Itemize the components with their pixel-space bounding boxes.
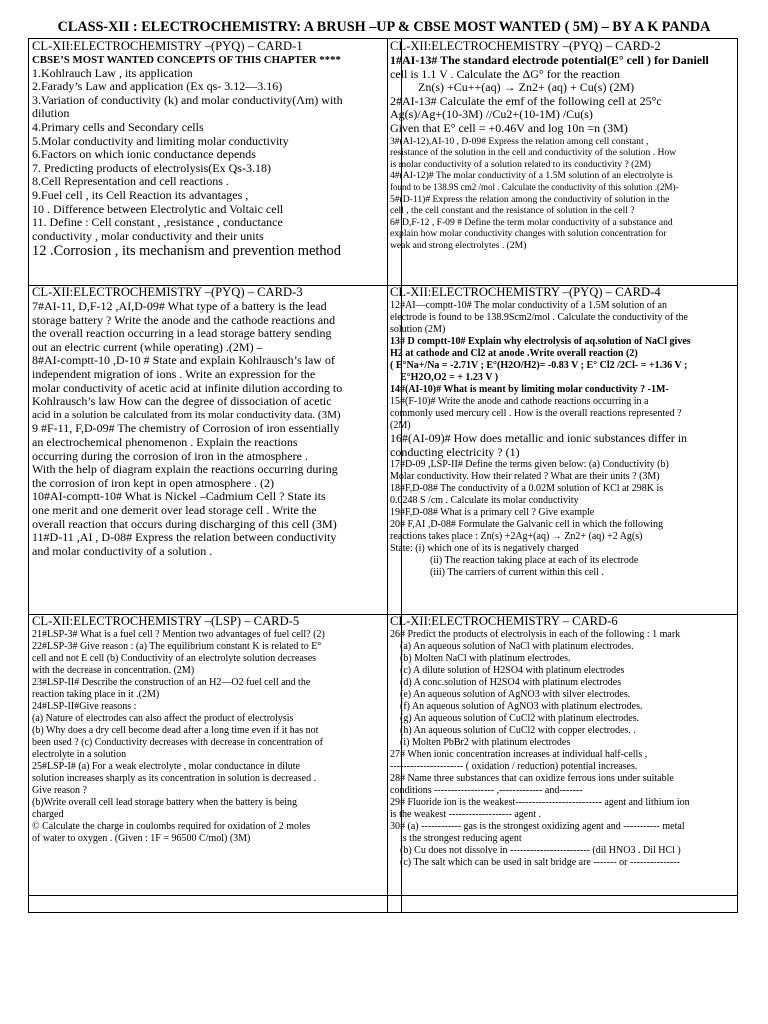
card-3-line: 11#D-11 ,AI , D-08# Express the relation between conductivity bbox=[32, 530, 337, 545]
card-1-line: 12 .Corrosion , its mechanism and prevention method bbox=[32, 243, 341, 260]
card-4-line: electrode is found to be 138.9Scm2/mol . Calculate the conductivity of the bbox=[390, 312, 688, 323]
card-3-line: 8#AI-comptt-10 ,D-10 # State and explain Kohlrausch’s law of bbox=[32, 353, 335, 368]
card-6-line: (e) An aqueous solution of AgNO3 with silver electrodes. bbox=[400, 689, 631, 700]
card-5-line: (b)Write overall cell lead storage battery when the battery is being bbox=[32, 797, 298, 808]
card-4-line: reactions takes place : Zn(s) +2Ag+(aq) → Zn2+ (aq) +2 Ag(s) bbox=[390, 531, 643, 543]
card-1 bbox=[29, 39, 387, 285]
card-2-line: 2#AI-13# Calculate the emf of the following cell at 25°c bbox=[390, 93, 662, 108]
card-4-line: (2M) bbox=[390, 420, 411, 431]
card-2-line: cell , the cell constant and the resistance of solution in the cell ? bbox=[390, 205, 635, 217]
card-6-line: (d) A conc.solution of H2SO4 with platinum electrodes bbox=[400, 677, 622, 688]
card-2-line: Zn(s) +Cu++(aq) → Zn2+ (aq) + Cu(s) (2M) bbox=[418, 80, 635, 95]
card-6-line: (c) The salt which can be used in salt bridge are ------- or --------------- bbox=[400, 857, 680, 868]
card-5-line: 25#LSP-I# (a) For a weak electrolyte , molar conductance in dilute bbox=[32, 761, 300, 772]
card-6-line: 27# When ionic concentration increases at individual half-cells , bbox=[390, 749, 648, 760]
card-4-header: CL-XII:ELECTROCHEMISTRY –(PYQ) – CARD-4 bbox=[390, 285, 661, 299]
card-2-line: Given that E° cell = +0.46V and log 10n =n (3M) bbox=[390, 120, 628, 135]
card-3-line: acid in a solution be calculated from its molar conductivity data. (3M) bbox=[32, 408, 341, 421]
card-2-line: 5#(D-11)# Express the relation among the conductivity of solution in the bbox=[390, 193, 670, 205]
card-3-line: occurring during the corrosion of iron in the atmosphere . bbox=[32, 448, 308, 463]
card-1-line: 2.Farady’s Law and application (Ex qs- 3.12—3.16) bbox=[32, 79, 283, 94]
card-1-line: 11. Define : Cell constant , ,resistance , conductance bbox=[32, 215, 283, 230]
card-6-line: (c) A dilute solution of H2SO4 with platinum electrodes bbox=[400, 665, 625, 676]
card-2-line: found to be 138.9S cm2 /mol . Calculate the conductivity of this solution .(2M)- bbox=[390, 181, 679, 192]
empty-cell-left bbox=[29, 895, 387, 912]
card-5-line: 22#LSP-3# Give reason : (a) The equilibrium constant K is related to E° bbox=[32, 641, 322, 652]
card-2-line: explain how molar conductivity changes with solution concentration for bbox=[390, 228, 667, 240]
card-2-header: CL-XII:ELECTROCHEMISTRY –(PYQ) – CARD-2 bbox=[390, 39, 661, 53]
card-6-line: 28# Name three substances that can oxidize ferrous ions under suitable bbox=[390, 773, 674, 784]
card-4-line: 16#(AI-09)# How does metallic and ionic substances differ in bbox=[390, 431, 688, 445]
card-4-line: commonly used mercury cell . How is the overall reactions represented ? bbox=[390, 408, 682, 419]
card-5-line: Give reason ? bbox=[32, 785, 87, 796]
page-title: CLASS-XII : ELECTROCHEMISTRY: A BRUSH –UP & CBSE MOST WANTED ( 5M) – BY A K PANDA bbox=[57, 19, 711, 35]
card-4-line: 19#F,D-08# What is a primary cell ? Give example bbox=[390, 507, 595, 519]
card-2-line: 6# D,F-12 , F-09 # Define the term molar conductivity of a substance and bbox=[390, 216, 673, 228]
card-6-line: is the weakest ------------------- agent . bbox=[390, 809, 542, 820]
card-4-line: 13# D comptt-10# Explain why electrolysis of aq.solution of NaCl gives bbox=[390, 336, 691, 347]
card-2-line: 4#(AI-12)# The molar conductivity of a 1.5M solution of an electrolyte is bbox=[390, 170, 673, 182]
card-4-line: conducting electricity ? (1) bbox=[390, 444, 520, 459]
card-3-line: 9 #F-11, F,D-09# The chemistry of Corrosion of iron essentially bbox=[32, 421, 340, 436]
card-3-line: an electrochemical phenomenon . Explain the reactions bbox=[32, 434, 298, 449]
card-1-line: conductivity , molar conductivity and their units bbox=[32, 228, 264, 243]
card-5-line: with the decrease in concentration. (2M) bbox=[32, 665, 195, 676]
empty-cell-right bbox=[401, 895, 737, 912]
card-6-line: 29# Fluoride ion is the weakest-------------------------- agent and lithium ion bbox=[390, 797, 690, 808]
card-6-line: (h) An aqueous solution of CuCl2 with copper electrodes. . bbox=[400, 725, 636, 736]
card-1-line: 4.Primary cells and Secondary cells bbox=[32, 120, 204, 135]
card-5-line: (a) Nature of electrodes can also affect the product of electrolysis bbox=[32, 713, 294, 724]
card-1-line: 5.Molar conductivity and limiting molar conductivity bbox=[32, 133, 289, 148]
card-2-line: resistance of the solution in the cell and conductivity of the solution . How bbox=[390, 147, 677, 159]
card-1-line: 8.Cell Representation and cell reactions . bbox=[32, 174, 229, 189]
card-6-line: (g) An aqueous solution of CuCl2 with platinum electrodes. bbox=[400, 713, 640, 724]
card-5-line: 24#LSP-II#Give reasons : bbox=[32, 701, 137, 712]
card-6-line: (f) An aqueous solution of AgNO3 with platinum electrodes. bbox=[400, 701, 643, 712]
card-5-line: charged bbox=[32, 809, 64, 820]
card-3-line: out an electric current (while operating) .(2M) – bbox=[32, 339, 263, 354]
card-2-line: 1#AI-13# The standard electrode potential(E° cell ) for Daniell bbox=[390, 53, 709, 67]
card-6-line: 30# (a) ------------ gas is the strongest oxidizing agent and ----------- metal bbox=[390, 821, 685, 832]
card-4-line: 17#D-09 ,LSP-II# Define the terms given below: (a) Conductivity (b) bbox=[390, 459, 669, 471]
card-5-line: 21#LSP-3# What is a fuel cell ? Mention two advantages of fuel cell? (2) bbox=[32, 629, 325, 640]
card-6-line: ---------------------- ( oxidation / reduction) potential increases. bbox=[390, 761, 638, 772]
card-3-line: With the help of diagram explain the reactions occurring during bbox=[32, 462, 338, 477]
card-4-line: ( E°Na+/Na = -2.71V ; E°(H2O/H2)= -0.83 V ; E° Cl2 /2Cl- = +1.36 V ; bbox=[390, 360, 688, 371]
card-1-line: 3.Variation of conductivity (k) and molar conductivity(Λm) with bbox=[32, 92, 343, 107]
card-3-line: 10#AI-comptt-10# What is Nickel –Cadmium Cell ? State its bbox=[32, 489, 326, 504]
card-6-header: CL-XII:ELECTROCHEMISTRY – CARD-6 bbox=[390, 614, 618, 628]
card-4-line: E°H2O,O2 = + 1.23 V ) bbox=[400, 372, 499, 383]
card-3-line: storage battery ? Write the anode and the cathode reactions and bbox=[32, 312, 336, 327]
card-4-line: 20# F,AI ,D-08# Formulate the Galvanic cell in which the following bbox=[390, 519, 664, 531]
card-4-line: 0.0248 S /cm . Calculate its molar conductivity bbox=[390, 495, 579, 507]
card-6-line: (b) Molten NaCl with platinum electrodes. bbox=[400, 653, 571, 664]
card-6-line: (b) Cu does not dissolve in ------------------------ (dil HNO3 . Dil HCl ) bbox=[400, 845, 681, 856]
card-5-line: solution increases sharply as its concentration in solution is decreased . bbox=[32, 773, 317, 784]
card-5-line: been used ? (c) Conductivity decreases with decrease in concentration of bbox=[32, 737, 323, 748]
card-4-line: (iii) The carriers of current within this cell . bbox=[430, 567, 604, 579]
card-4-line: H2 at cathode and Cl2 at anode .Write overall reaction (2) bbox=[390, 348, 638, 359]
card-3 bbox=[29, 285, 387, 614]
card-3-line: and molar conductivity of a solution . bbox=[32, 543, 213, 558]
cards-grid bbox=[28, 38, 738, 913]
card-1-line: CBSE’S MOST WANTED CONCEPTS OF THIS CHAPTER **** bbox=[32, 54, 341, 66]
card-3-line: 7#AI-11, D,F-12 ,AI,D-09# What type of a battery is the lead bbox=[32, 299, 327, 313]
card-3-line: the corrosion of iron kept in open atmosphere . (2) bbox=[32, 475, 274, 490]
card-3-line: Kohlrausch’s law How can the degree of dissociation of acetic bbox=[32, 394, 332, 409]
card-4 bbox=[387, 285, 737, 614]
card-1-header: CL-XII:ELECTROCHEMISTRY –(PYQ) – CARD-1 bbox=[32, 39, 303, 53]
card-4-line: 18#F,D-08# The conductivity of a 0.02M solution of KCl at 298K is bbox=[390, 483, 664, 495]
card-5 bbox=[29, 614, 387, 895]
card-1-line: dilution bbox=[32, 106, 70, 121]
card-5-line: electrolyte in a solution bbox=[32, 749, 127, 760]
card-6-line: 26# Predict the products of electrolysis in each of the following : 1 mark bbox=[390, 629, 681, 640]
card-2 bbox=[387, 39, 737, 285]
card-4-line: 14#(AI-10)# What is meant by limiting molar conductivity ? -1M- bbox=[390, 384, 669, 395]
card-5-line: reaction taking place in it .(2M) bbox=[32, 689, 160, 700]
card-1-line: 10 . Difference between Electrolytic and Voltaic cell bbox=[32, 201, 284, 216]
card-1-line: 1.Kohlrauch Law , its application bbox=[32, 65, 193, 80]
card-1-line: 7. Predicting products of electrolysis(Ex Qs-3.18) bbox=[32, 160, 271, 175]
card-3-line: overall reaction that occurs during discharging of this cell (3M) bbox=[32, 516, 337, 531]
card-6-line: conditions ------------------ ,------------- and------- bbox=[390, 785, 583, 796]
card-5-line: (b) Why does a dry cell become dead after a long time even if it has not bbox=[32, 725, 319, 736]
card-5-line: cell and not E cell (b) Conductivity of an electrolyte solution decreases bbox=[32, 653, 317, 664]
card-1-line: 6.Factors on which ionic conductance depends bbox=[32, 147, 256, 162]
card-6-line: (a) An aqueous solution of NaCl with platinum electrodes. bbox=[400, 641, 634, 652]
card-4-line: 15#(F-10)# Write the anode and cathode reactions occurring in a bbox=[390, 396, 649, 407]
card-5-line: of water to oxygen . (Given : 1F = 96500 C/mol) (3M) bbox=[32, 833, 251, 844]
card-5-line: © Calculate the charge in coulombs required for oxidation of 2 moles bbox=[32, 821, 311, 832]
card-3-line: molar conductivity of acetic acid at infinite dilution according to bbox=[32, 380, 343, 395]
card-3-header: CL-XII:ELECTROCHEMISTRY –(PYQ) – CARD-3 bbox=[32, 285, 303, 299]
card-4-line: solution (2M) bbox=[390, 324, 446, 335]
card-3-line: the overall reaction occurring in a lead storage battery sending bbox=[32, 326, 332, 341]
card-1-line: 9.Fuel cell , its Cell Reaction its advantages , bbox=[32, 188, 249, 203]
card-5-header: CL-XII:ELECTROCHEMISTRY –(LSP) – CARD-5 bbox=[32, 614, 300, 628]
card-4-line: (ii) The reaction taking place at each of its electrode bbox=[430, 555, 639, 567]
card-6 bbox=[387, 614, 737, 895]
card-5-line: 23#LSP-II# Describe the construction of an H2—O2 fuel cell and the bbox=[32, 677, 311, 688]
card-3-line: one merit and one demerit over lead storage cell . Write the bbox=[32, 502, 317, 517]
card-6-line: is the strongest reducing agent bbox=[400, 833, 522, 844]
card-2-line: is molar conductivity of a solution related to its conductivity ? (2M) bbox=[390, 158, 651, 170]
card-2-line: Ag(s)/Ag+(10-3M) //Cu2+(10-1M) /Cu(s) bbox=[390, 107, 593, 122]
card-6-line: (i) Molten PbBr2 with platinum electrodes bbox=[400, 737, 571, 748]
card-2-line: cell is 1.1 V . Calculate the ΔG° for the reaction bbox=[390, 66, 621, 81]
card-3-line: independent migration of ions . Write an expression for the bbox=[32, 366, 316, 381]
card-2-line: 3#(AI-12),AI-10 , D-09# Express the relation among cell constant , bbox=[390, 135, 649, 147]
card-4-line: Molar conductivity. How their related ? What are their units ? (3M) bbox=[390, 471, 660, 483]
card-4-line: 12#AI—comptt-10# The molar conductivity of a 1.5M solution of an bbox=[390, 300, 667, 311]
card-4-line: State: (i) which one of its is negatively charged bbox=[390, 543, 579, 555]
card-2-line: weak and strong electrolytes . (2M) bbox=[390, 239, 527, 251]
